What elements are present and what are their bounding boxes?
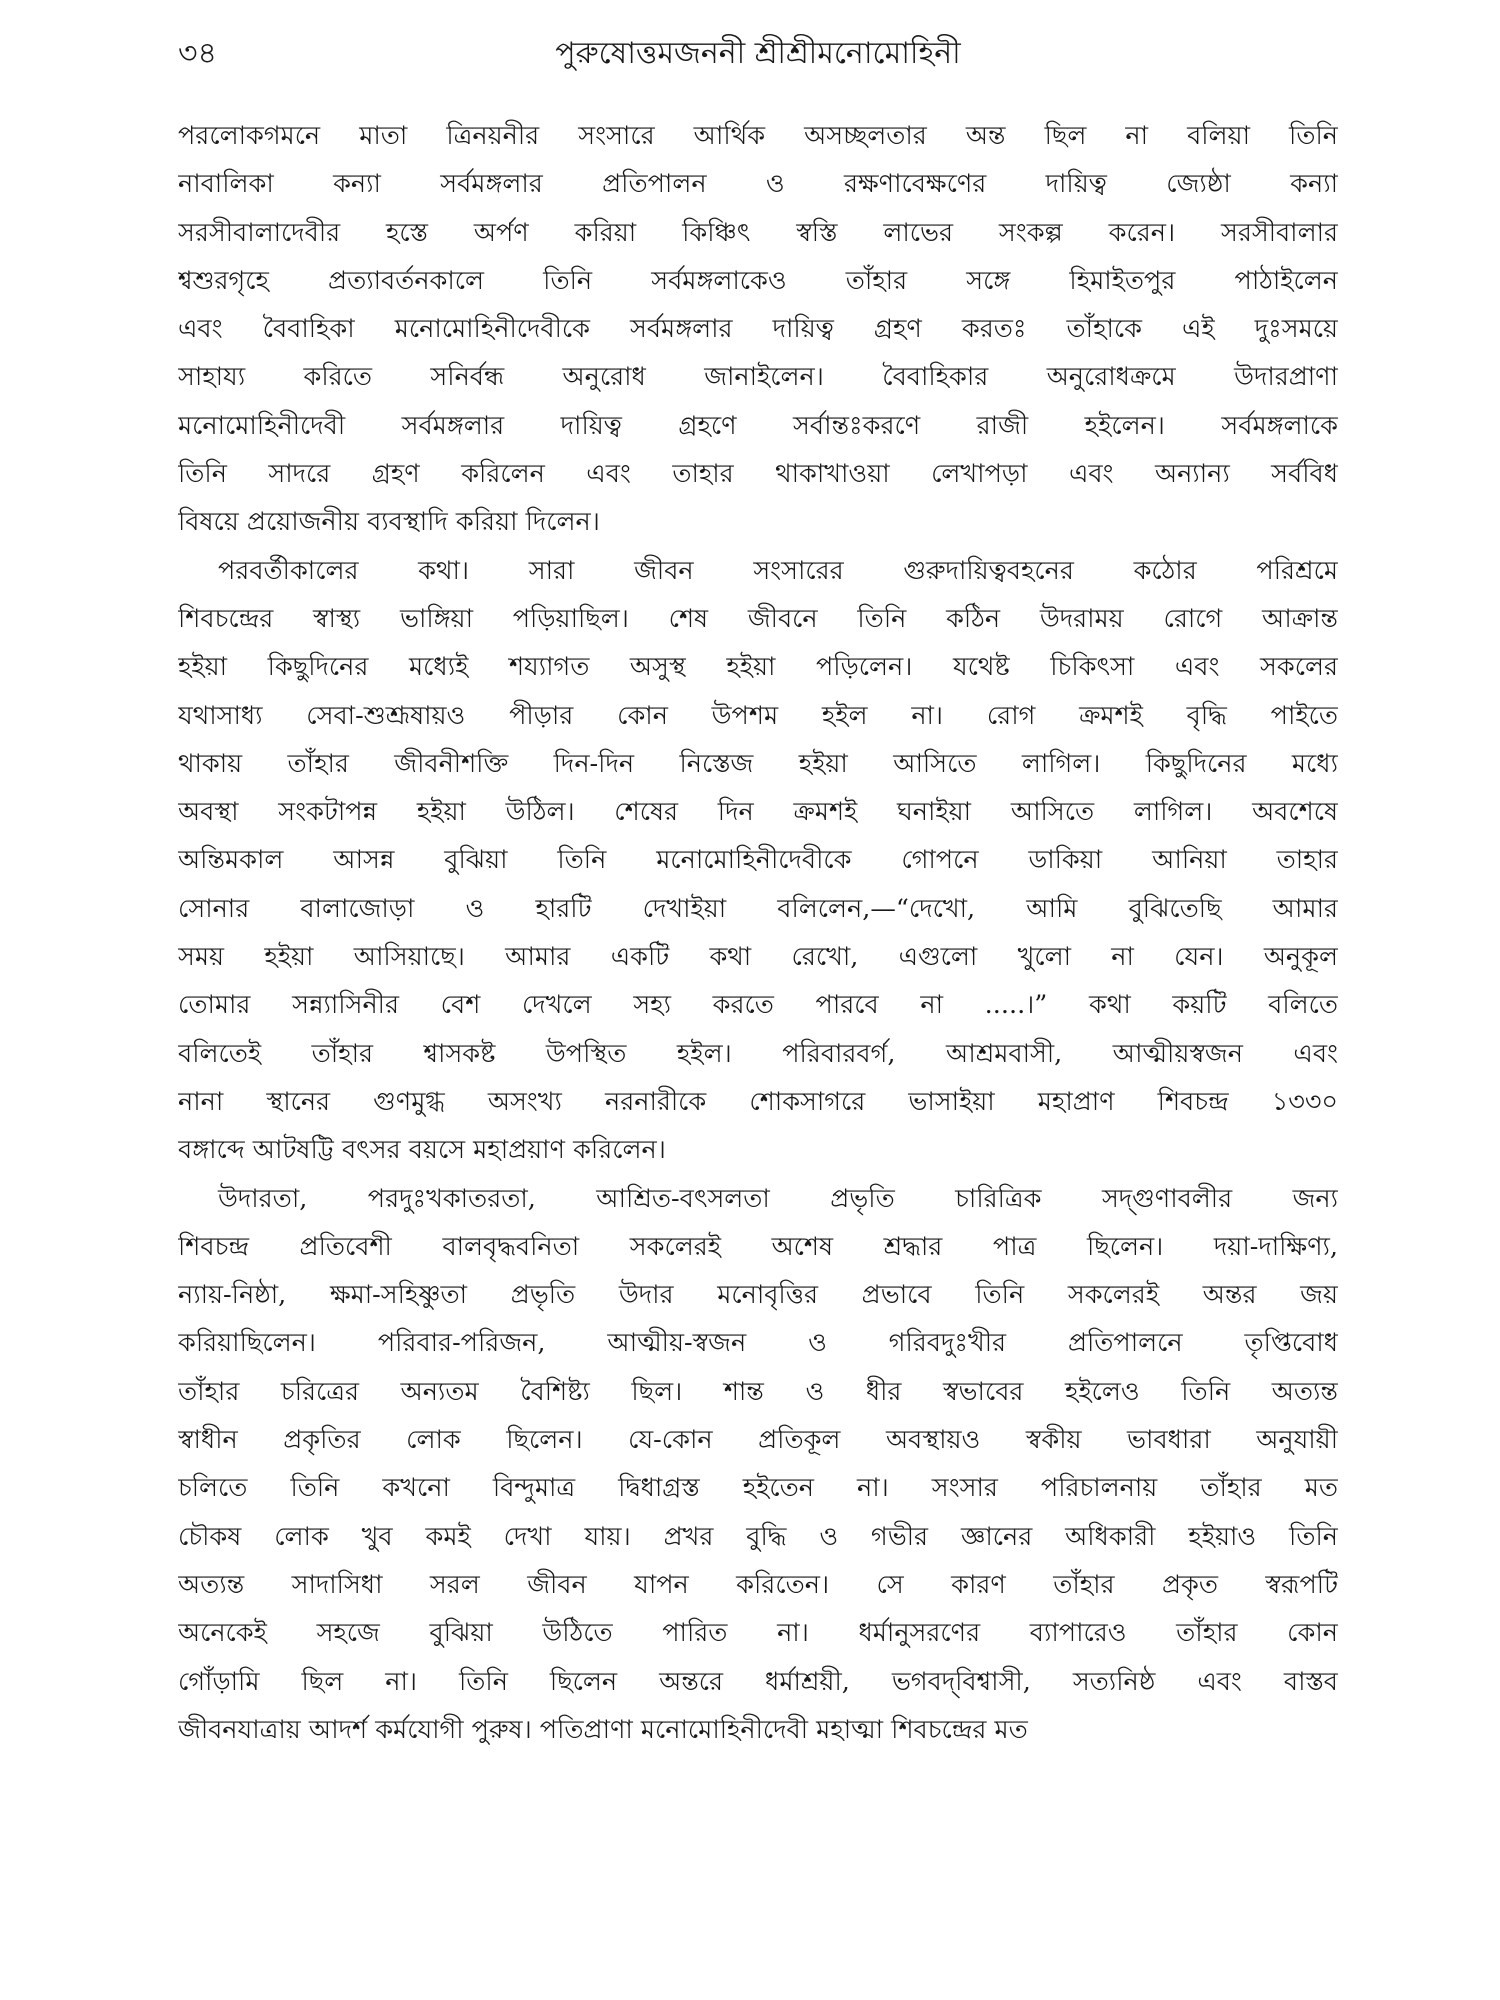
text-line: ন্যায়-নিষ্ঠা, ক্ষমা-সহিষ্ণুতা প্রভৃতি উদার মনোবৃত্তির প্রভাবে তিনি সকলেরই অন্তর জয়	[178, 1280, 1338, 1311]
text-line: বিষয়ে প্রয়োজনীয় ব্যবস্থাদি করিয়া দিলেন।	[178, 507, 600, 538]
text-line: বঙ্গাব্দে আটষট্টি বৎসর বয়সে মহাপ্রয়াণ করিলেন।	[178, 1135, 666, 1166]
text-line: স্বাধীন প্রকৃতির লোক ছিলেন। যে-কোন প্রতিকূল অবস্থায়ও স্বকীয় ভাবধারা অনুযায়ী	[178, 1425, 1338, 1456]
text-line: জীবনযাত্রায় আদর্শ কর্মযোগী পুরুষ। পতিপ্রাণা মনোমোহিনীদেবী মহাত্মা শিবচন্দ্রের মত	[178, 1714, 1028, 1745]
text-line: যথাসাধ্য সেবা-শুশ্রূষায়ও পীড়ার কোন উপশম হইল না। রোগ ক্রমশই বৃদ্ধি পাইতে	[178, 700, 1338, 731]
text-line: চলিতে তিনি কখনো বিন্দুমাত্র দ্বিধাগ্রস্ত হইতেন না। সংসার পরিচালনায় তাঁহার মত	[178, 1473, 1338, 1504]
text-line: মনোমোহিনীদেবী সর্বমঙ্গলার দায়িত্ব গ্রহণে সর্বান্তঃকরণে রাজী হইলেন। সর্বমঙ্গলাকে	[178, 410, 1338, 441]
text-line: এবং বৈবাহিকা মনোমোহিনীদেবীকে সর্বমঙ্গলার দায়িত্ব গ্রহণ করতঃ তাঁহাকে এই দুঃসময়ে	[178, 314, 1338, 345]
text-line: শ্বশুরগৃহে প্রত্যাবর্তনকালে তিনি সর্বমঙ্গলাকেও তাঁহার সঙ্গে হিমাইতপুর পাঠাইলেন	[178, 265, 1338, 296]
text-line: সরসীবালাদেবীর হস্তে অর্পণ করিয়া কিঞ্চিৎ স্বস্তি লাভের সংকল্প করেন। সরসীবালার	[178, 217, 1338, 248]
text-line: নানা স্থানের গুণমুগ্ধ অসংখ্য নরনারীকে শোকসাগরে ভাসাইয়া মহাপ্রাণ শিবচন্দ্র ১৩৩০	[178, 1086, 1338, 1117]
text-line: তাঁহার চরিত্রের অন্যতম বৈশিষ্ট্য ছিল। শান্ত ও ধীর স্বভাবের হইলেও তিনি অত্যন্ত	[178, 1376, 1338, 1407]
text-line: পরবর্তীকালের কথা। সারা জীবন সংসারের গুরুদায়িত্ববহনের কঠোর পরিশ্রমে	[218, 555, 1338, 586]
text-line: নাবালিকা কন্যা সর্বমঙ্গলার প্রতিপালন ও রক্ষণাবেক্ষণের দায়িত্ব জ্যেষ্ঠা কন্যা	[178, 169, 1338, 200]
text-line: শিবচন্দ্র প্রতিবেশী বালবৃদ্ধবনিতা সকলেরই অশেষ শ্রদ্ধার পাত্র ছিলেন। দয়া-দাক্ষিণ্য,	[178, 1231, 1338, 1262]
text-line: অবস্থা সংকটাপন্ন হইয়া উঠিল। শেষের দিন ক্রমশই ঘনাইয়া আসিতে লাগিল। অবশেষে	[178, 797, 1338, 828]
text-line: পরলোকগমনে মাতা ত্রিনয়নীর সংসারে আর্থিক অসচ্ছলতার অন্ত ছিল না বলিয়া তিনি	[178, 121, 1338, 151]
running-title: পুরুষোত্তমজননী শ্রীশ্রীমনোমোহিনী	[555, 36, 961, 71]
page-header	[178, 28, 1338, 88]
text-line: সাহায্য করিতে সনির্বন্ধ অনুরোধ জানাইলেন। বৈবাহিকার অনুরোধক্রমে উদারপ্রাণা	[178, 362, 1338, 393]
text-line: চৌকষ লোক খুব কমই দেখা যায়। প্রখর বুদ্ধি ও গভীর জ্ঞানের অধিকারী হইয়াও তিনি	[178, 1521, 1338, 1552]
text-line: অন্তিমকাল আসন্ন বুঝিয়া তিনি মনোমোহিনীদেবীকে গোপনে ডাকিয়া আনিয়া তাহার	[178, 845, 1338, 876]
paragraph	[178, 112, 1338, 547]
body-text	[178, 112, 1338, 1754]
text-line: তোমার সন্ন্যাসিনীর বেশ দেখলে সহ্য করতে পারবে না .....।” কথা কয়টি বলিতে	[178, 990, 1338, 1021]
text-line: সময় হইয়া আসিয়াছে। আমার একটি কথা রেখো, এগুলো খুলো না যেন। অনুকূল	[178, 942, 1338, 973]
text-line: শিবচন্দ্রের স্বাস্থ্য ভাঙ্গিয়া পড়িয়াছিল। শেষ জীবনে তিনি কঠিন উদরাময় রোগে আক্রান্ত	[178, 603, 1338, 634]
text-line: উদারতা, পরদুঃখকাতরতা, আশ্রিত-বৎসলতা প্রভৃতি চারিত্রিক সদ্গুণাবলীর জন্য	[218, 1183, 1338, 1214]
text-line: করিয়াছিলেন। পরিবার-পরিজন, আত্মীয়-স্বজন ও গরিবদুঃখীর প্রতিপালনে তৃপ্তিবোধ	[178, 1328, 1338, 1359]
text-line: গোঁড়ামি ছিল না। তিনি ছিলেন অন্তরে ধর্মাশ্রয়ী, ভগবদ্‌বিশ্বাসী, সত্যনিষ্ঠ এবং বাস্তব	[178, 1666, 1338, 1697]
paragraph	[178, 1175, 1338, 1755]
text-line: তিনি সাদরে গ্রহণ করিলেন এবং তাহার থাকাখাওয়া লেখাপড়া এবং অন্যান্য সর্ববিধ	[178, 459, 1338, 490]
text-line: অত্যন্ত সাদাসিধা সরল জীবন যাপন করিতেন। সে কারণ তাঁহার প্রকৃত স্বরূপটি	[178, 1569, 1338, 1600]
page-number: ৩৪	[178, 36, 217, 71]
text-line: সোনার বালাজোড়া ও হারটি দেখাইয়া বলিলেন,—“দেখো, আমি বুঝিতেছি আমার	[178, 893, 1338, 924]
paragraph	[178, 547, 1338, 1175]
text-line: থাকায় তাঁহার জীবনীশক্তি দিন-দিন নিস্তেজ হইয়া আসিতে লাগিল। কিছুদিনের মধ্যে	[178, 748, 1338, 779]
text-line: অনেকেই সহজে বুঝিয়া উঠিতে পারিত না। ধর্মানুসরণের ব্যাপারেও তাঁহার কোন	[178, 1618, 1338, 1649]
text-line: বলিতেই তাঁহার শ্বাসকষ্ট উপস্থিত হইল। পরিবারবর্গ, আশ্রমবাসী, আত্মীয়স্বজন এবং	[178, 1038, 1338, 1069]
text-line: হইয়া কিছুদিনের মধ্যেই শয্যাগত অসুস্থ হইয়া পড়িলেন। যথেষ্ট চিকিৎসা এবং সকলের	[178, 652, 1338, 683]
